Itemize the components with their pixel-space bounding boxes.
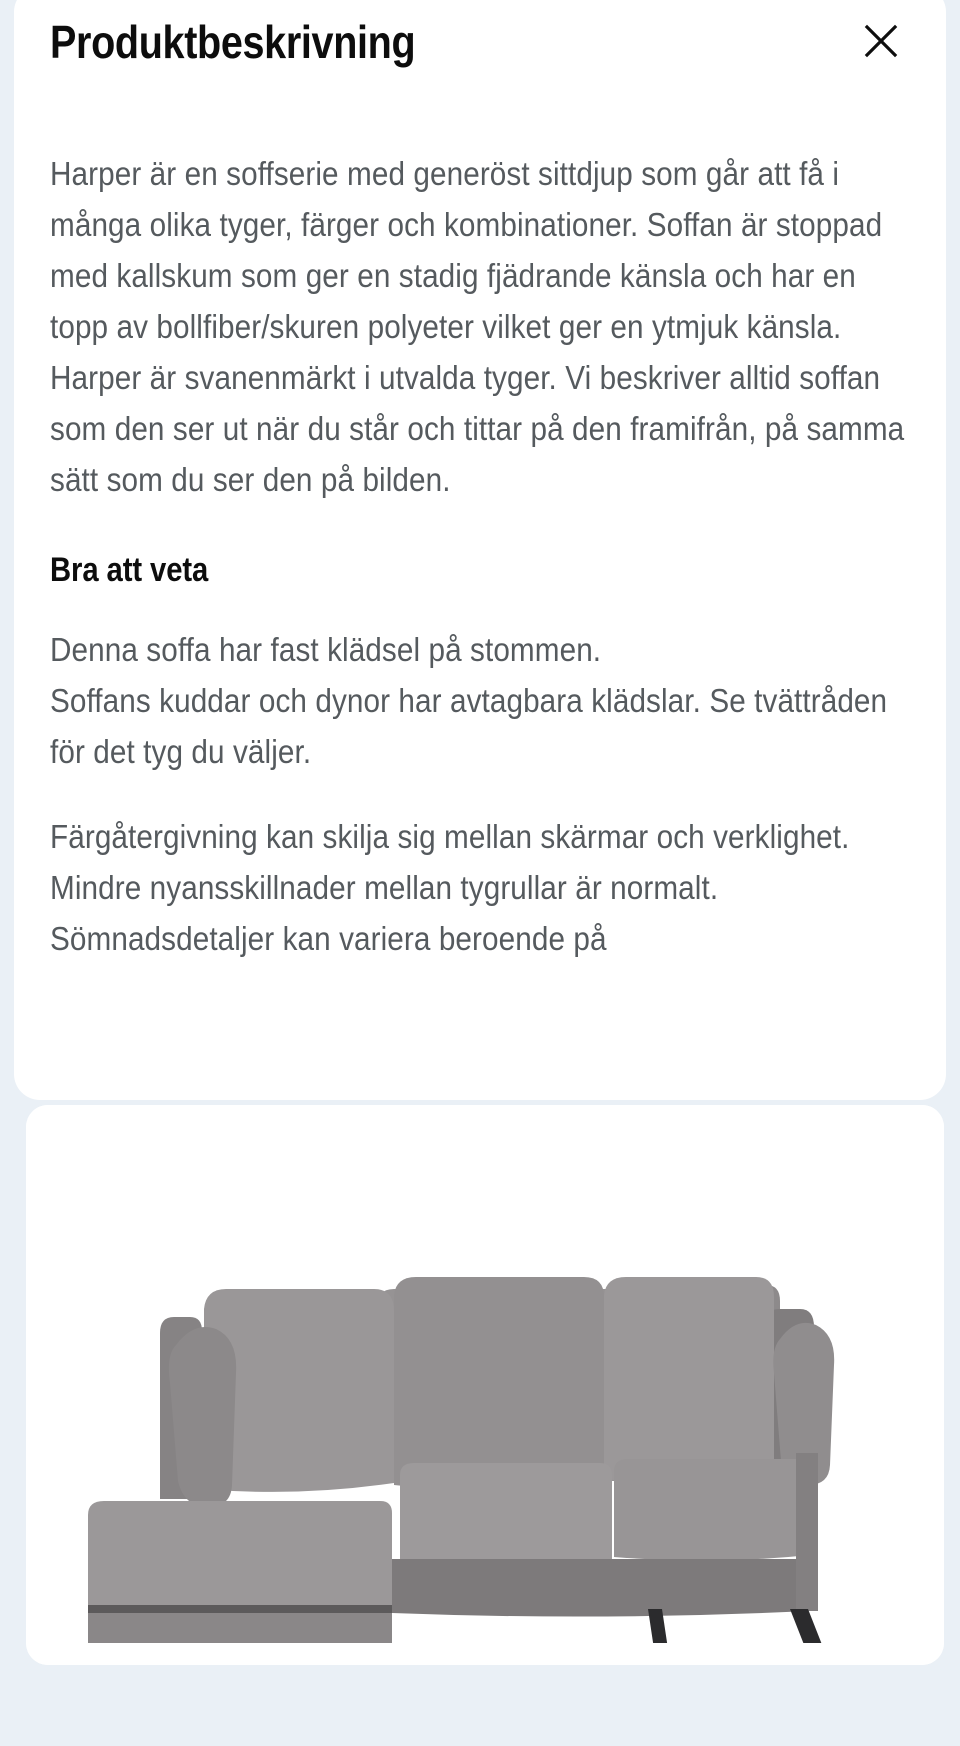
color-reproduction-note: Färgåtergivning kan skilja sig mellan skärmar och verklighet. Mindre nyansskillnader mellan tygrullar är normalt. Sömnadsdetaljer kan variera beroende på: [50, 818, 850, 957]
product-photo-stage: [26, 1105, 944, 1665]
product-description-panel: [14, 0, 946, 1100]
good-to-know-heading: Bra att veta: [50, 551, 209, 589]
good-to-know-line-2: Soffans kuddar och dynor har avtagbara klädslar. Se tvättråden för det tyg du väljer.: [50, 682, 888, 770]
close-button[interactable]: [854, 14, 908, 68]
description-body: [50, 148, 910, 964]
product-image-card[interactable]: [26, 1105, 944, 1665]
description-scroll-container[interactable]: [14, 0, 946, 1100]
sheet-header: [50, 0, 910, 96]
product-photo-sofa: [48, 1123, 928, 1643]
close-icon: [861, 21, 901, 61]
page-title: Produktbeskrivning: [50, 16, 416, 68]
good-to-know-line-1: Denna soffa har fast klädsel på stommen.: [50, 631, 602, 668]
description-intro-paragraph: Harper är en soffserie med generöst sittdjup som går att få i många olika tyger, färger och kombinationer. Soffan är stoppad med kallskum som ger en stadig fjädrande känsla och har en topp av bollfiber/skuren polyeter vilket ger en ytmjuk känsla. Harper är svanenmärkt i utvalda tyger. Vi beskriver alltid soffan som den ser ut när du står och tittar på den framifrån, på samma sätt som du ser den på bilden.: [50, 155, 905, 498]
